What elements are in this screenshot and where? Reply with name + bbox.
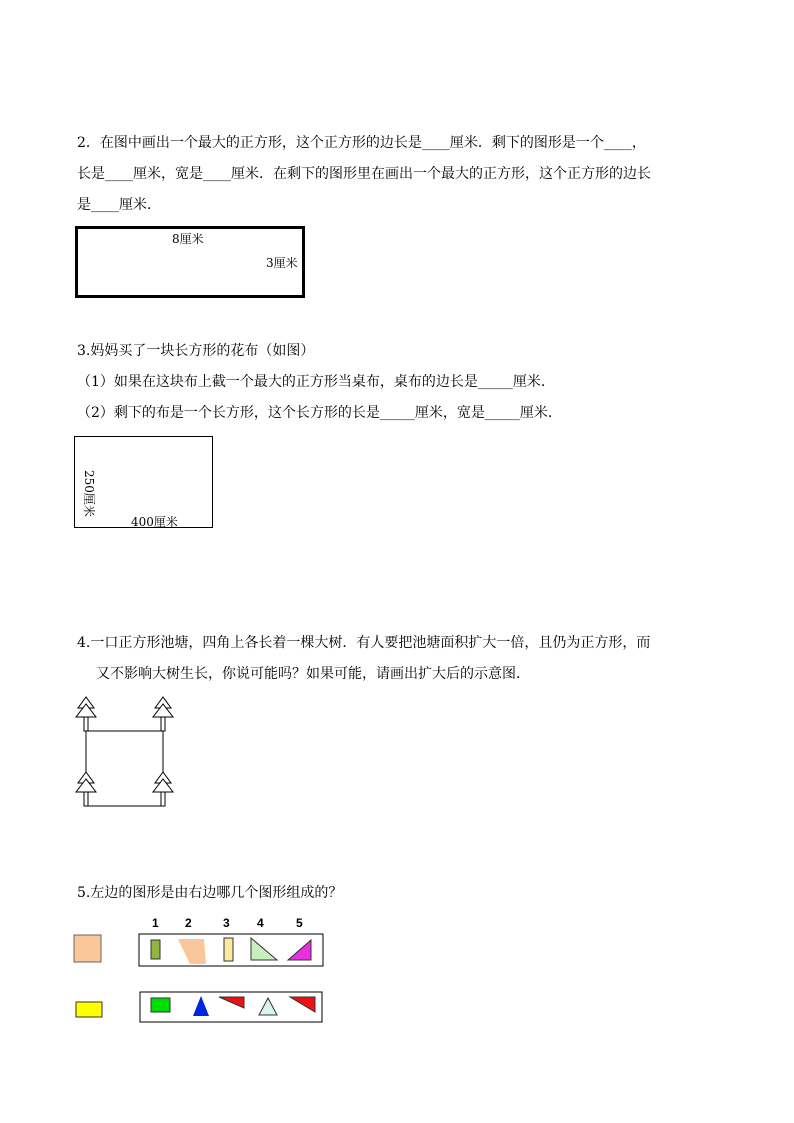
row1-piece-4-triangle: [251, 938, 277, 960]
q2-width-label: 3厘米: [266, 256, 298, 270]
row1-piece-2-trapezoid: [178, 939, 206, 964]
q5-text-line1: 5.左边的图形是由右边哪几个图形组成的？: [77, 885, 343, 901]
q2-text-line1: 2．在图中画出一个最大的正方形，这个正方形的边长是____厘米．剩下的图形是一个____，: [77, 135, 646, 151]
row1-piece-3-rectangle: [224, 938, 233, 961]
q5-number-2: 2: [185, 916, 192, 930]
q3-height-label: 250厘米: [82, 470, 96, 517]
q3-text-line2: （1）如果在这块布上截一个最大的正方形当桌布，桌布的边长是_____厘米．: [77, 374, 555, 390]
q4-text-line2: 又不影响大树生长，你说可能吗？如果可能，请画出扩大后的示意图．: [96, 666, 530, 682]
row2-target-rectangle: [76, 1002, 102, 1017]
row1-piece-5-triangle: [288, 940, 311, 960]
q2-text-line3: 是____厘米．: [77, 197, 161, 213]
row2-piece-5-triangle: [290, 997, 315, 1012]
row2-piece-4-triangle: [259, 998, 277, 1015]
q4-text-line1: 4.一口正方形池塘，四角上各长着一棵大树．有人要把池塘面积扩大一倍，且仍为正方形，而: [77, 635, 651, 651]
row1-target-square: [74, 935, 101, 962]
row2-piece-1-rectangle: [151, 998, 170, 1012]
q5-number-3: 3: [223, 916, 230, 930]
q5-number-1: 1: [152, 916, 159, 930]
row2-piece-2-triangle: [193, 996, 209, 1016]
q3-text-line1: 3.妈妈买了一块长方形的花布（如图）: [77, 343, 315, 359]
q3-width-label: 400厘米: [131, 515, 178, 529]
q5-number-4: 4: [257, 916, 264, 930]
q3-text-line3: （2）剩下的布是一个长方形，这个长方形的长是_____厘米，宽是_____厘米．: [77, 405, 562, 421]
q2-text-line2: 长是____厘米，宽是____厘米．在剩下的图形里在画出一个最大的正方形，这个正方形的边长: [77, 166, 651, 182]
q5-number-5: 5: [296, 916, 303, 930]
row1-piece-1-rectangle: [151, 940, 160, 959]
q2-length-label: 8厘米: [172, 232, 204, 246]
row2-piece-3-triangle: [219, 997, 244, 1008]
